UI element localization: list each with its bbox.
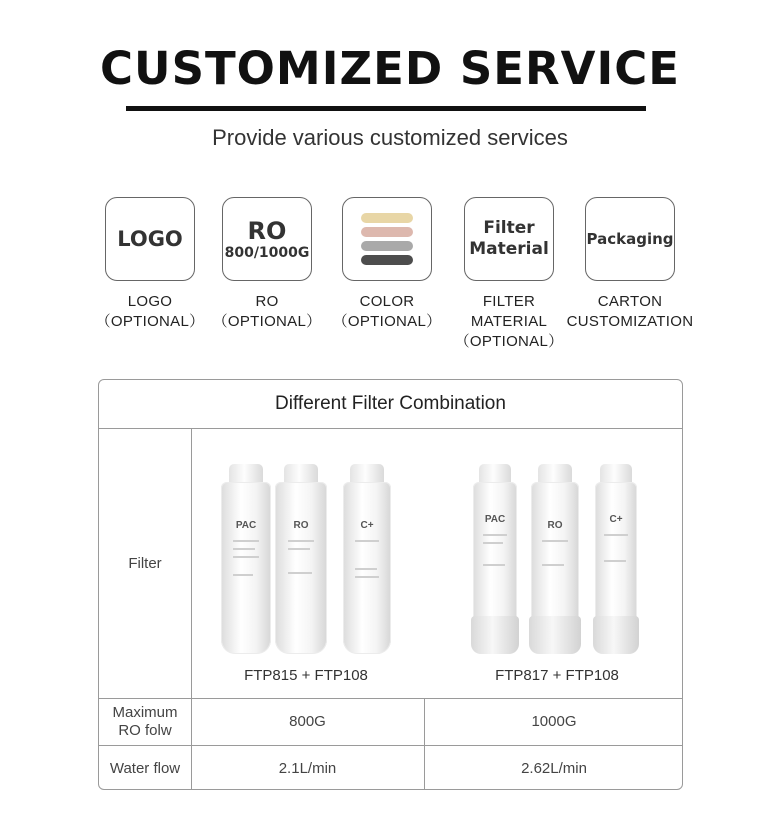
option-color bbox=[321, 197, 453, 332]
filter-material-option-caption bbox=[443, 292, 575, 352]
table-title: Different Filter Combination bbox=[99, 380, 682, 429]
caption-line: RO bbox=[255, 293, 279, 310]
cartridge-label: PAC bbox=[484, 514, 506, 525]
caption-line: COLOR bbox=[359, 293, 415, 310]
logo-option-box bbox=[105, 197, 195, 281]
color-option-caption bbox=[321, 292, 453, 332]
set1-model-label: FTP815 + FTP108 bbox=[244, 667, 368, 684]
option-filter-material bbox=[443, 197, 575, 352]
caption-line: LOGO bbox=[127, 293, 173, 310]
packaging-option-box bbox=[585, 197, 675, 281]
cartridge-label: C+ bbox=[360, 520, 374, 531]
cartridge-label: RO bbox=[547, 520, 563, 531]
row-label-max-ro-flow: Maximum RO folw bbox=[112, 703, 178, 739]
filter-box-line: Material bbox=[469, 239, 549, 259]
filter-cartridge-ro bbox=[529, 464, 581, 654]
color-swatch-dark bbox=[361, 255, 413, 265]
filter-cartridge-c-plus bbox=[343, 464, 391, 654]
title-underline bbox=[126, 106, 646, 111]
color-swatch-grey bbox=[361, 241, 413, 251]
color-option-box bbox=[342, 197, 432, 281]
packaging-option-caption bbox=[564, 292, 696, 332]
filter-cartridge-pac bbox=[471, 464, 519, 654]
filter-cartridge-pac bbox=[221, 464, 271, 654]
caption-line: （OPTIONAL） bbox=[454, 333, 564, 350]
caption-line: （OPTIONAL） bbox=[95, 313, 205, 330]
caption-line: FILTER MATERIAL bbox=[470, 293, 548, 330]
ro-option-caption bbox=[201, 292, 333, 332]
filter-cartridge-c-plus bbox=[593, 464, 639, 654]
ro-box-title: RO bbox=[247, 217, 287, 245]
caption-line: （OPTIONAL） bbox=[332, 313, 442, 330]
ro-option-box bbox=[222, 197, 312, 281]
option-logo bbox=[84, 197, 216, 332]
cartridge-label: RO bbox=[293, 520, 309, 531]
logo-option-caption bbox=[84, 292, 216, 332]
filter-combination-table bbox=[98, 379, 683, 790]
caption-line: CUSTOMIZATION bbox=[566, 313, 694, 330]
caption-line: （OPTIONAL） bbox=[212, 313, 322, 330]
page-title: CUSTOMIZED SERVICE bbox=[100, 42, 680, 95]
row-label-filter: Filter bbox=[128, 554, 162, 572]
filter-box-line: Filter bbox=[483, 218, 535, 238]
color-swatch-pink bbox=[361, 227, 413, 237]
set2-water-flow: 2.62L/min bbox=[521, 759, 587, 777]
option-ro bbox=[201, 197, 333, 332]
logo-box-text: LOGO bbox=[117, 227, 183, 251]
color-swatch-beige bbox=[361, 213, 413, 223]
set1-max-ro: 800G bbox=[289, 713, 326, 730]
cartridge-label: C+ bbox=[609, 514, 623, 525]
filter-material-option-box bbox=[464, 197, 554, 281]
packaging-box-text: Packaging bbox=[586, 230, 674, 248]
caption-line: CARTON bbox=[597, 293, 663, 310]
option-packaging bbox=[564, 197, 696, 332]
ro-box-capacity: 800/1000G bbox=[224, 245, 310, 261]
page-subtitle: Provide various customized services bbox=[212, 125, 568, 150]
cartridge-label: PAC bbox=[235, 520, 257, 531]
set2-model-label: FTP817 + FTP108 bbox=[495, 667, 619, 684]
filter-cartridge-ro bbox=[275, 464, 327, 654]
set2-max-ro: 1000G bbox=[531, 713, 577, 730]
set1-water-flow: 2.1L/min bbox=[278, 759, 337, 777]
row-label-water-flow: Water flow bbox=[109, 759, 181, 777]
